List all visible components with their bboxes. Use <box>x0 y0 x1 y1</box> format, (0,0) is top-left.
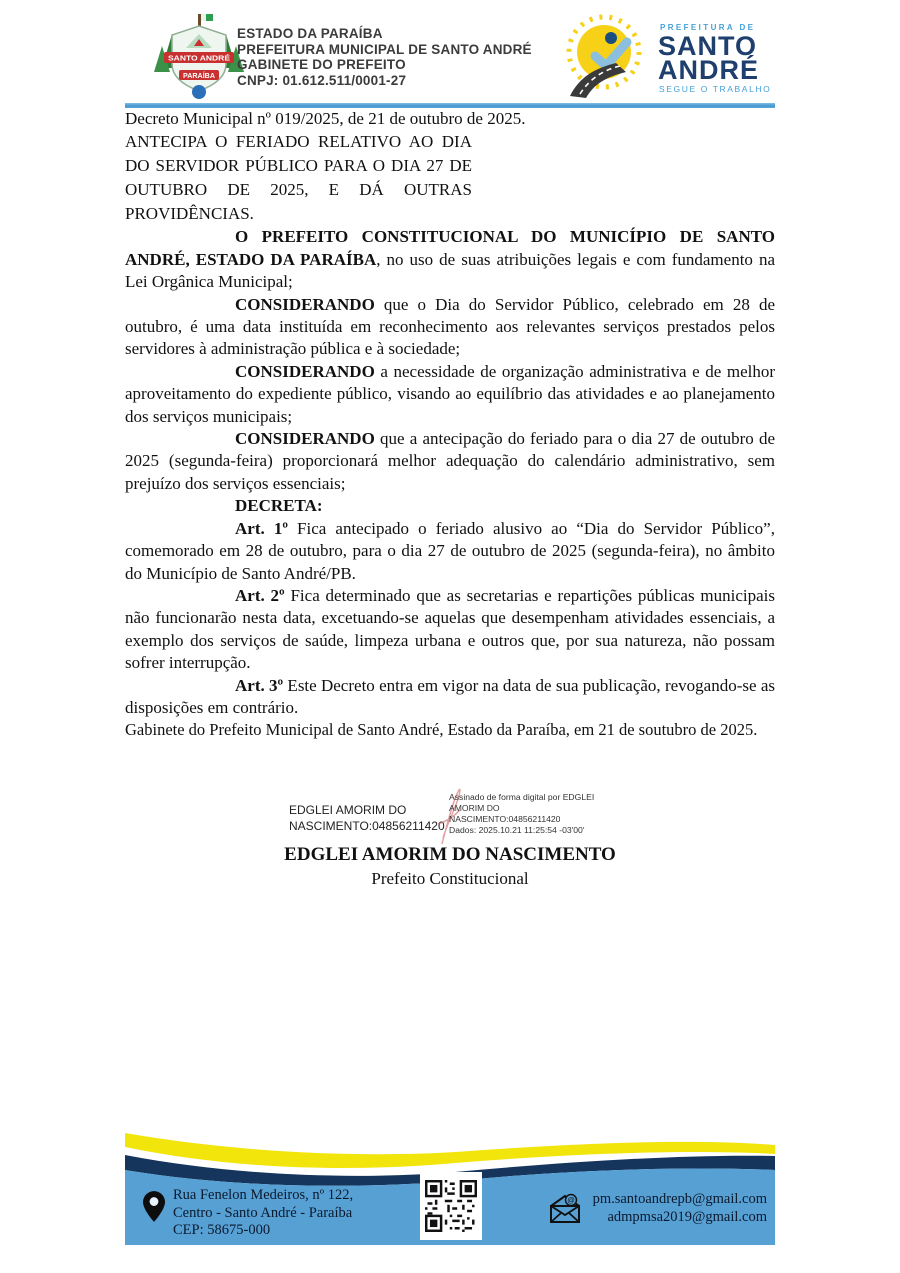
article-2-paragraph <box>125 585 775 675</box>
logo-pretitle: PREFEITURA DE <box>660 23 756 32</box>
city-brand-logo <box>552 10 772 100</box>
org-line-city-hall: PREFEITURA MUNICIPAL DE SANTO ANDRÉ <box>237 41 532 57</box>
footer-address <box>143 1187 353 1240</box>
crest-ribbon-text: PARAÍBA <box>183 73 215 80</box>
article-1-paragraph <box>125 518 775 585</box>
article-text: Fica antecipado o feriado alusivo ao “Dia do Servidor Público”, comemorado em 28 de outubro, para o dia 27 de outubro de 2025 (segunda-feira), no âmbito do Município de Santo André/PB. <box>125 518 775 583</box>
org-header-block <box>237 26 547 88</box>
preamble-paragraph <box>125 226 775 293</box>
email-secondary: admpmsa2019@gmail.com <box>607 1208 767 1225</box>
consideration-lead: CONSIDERANDO <box>235 361 375 381</box>
page-footer <box>125 1125 775 1250</box>
article-3-paragraph <box>125 675 775 720</box>
org-line-state: ESTADO DA PARAÍBA <box>237 26 383 41</box>
consideration-lead: CONSIDERANDO <box>235 294 375 314</box>
decree-reference: Decreto Municipal nº 019/2025, de 21 de outubro de 2025. <box>125 109 526 128</box>
decree-body <box>125 108 775 891</box>
logo-title-line1: SANTO <box>658 31 758 61</box>
email-primary: pm.santoandrepb@gmail.com <box>592 1191 767 1207</box>
signer-full-name: EDGLEI AMORIM DO NASCIMENTO <box>284 843 616 865</box>
stamp-line: Assinado de forma digital por EDGLEI <box>449 791 595 802</box>
consideration-paragraph-3 <box>125 428 775 495</box>
municipal-coat-of-arms <box>148 12 250 102</box>
signature-stamp-details <box>449 792 611 836</box>
decree-summary: ANTECIPA O FERIADO RELATIVO AO DIA DO SERVIDOR PÚBLICO PARA O DIA 27 DE OUTUBRO DE 2025, E DÁ OUTRAS PROVIDÊNCIAS. <box>125 132 472 224</box>
org-line-cnpj: CNPJ: 01.612.511/0001-27 <box>237 72 407 88</box>
digital-signature-block <box>125 792 775 836</box>
signer-id-line: NASCIMENTO:04856211420 <box>289 818 445 833</box>
stamp-line: Dados: 2025.10.21 11:25:54 -03'00' <box>449 824 585 835</box>
preamble-lead: O PREFEITO CONSTITUCIONAL DO MUNICÍPIO DE SANTO ANDRÉ, ESTADO DA PARAÍBA <box>125 227 775 269</box>
stamp-line: NASCIMENTO:04856211420 <box>449 813 561 824</box>
address-line-district: Centro - Santo André - Paraíba <box>173 1204 353 1221</box>
logo-subtitle: SEGUE O TRABALHO <box>659 84 772 94</box>
address-line-cep: CEP: 58675-000 <box>173 1222 271 1238</box>
signer-id-text <box>289 792 445 836</box>
article-lead: Art. 3º <box>235 675 284 695</box>
preamble-text: , no uso de suas atribuições legais e com fundamento na Lei Orgânica Municipal; <box>125 249 775 292</box>
signer-id-line: EDGLEI AMORIM DO <box>289 802 407 817</box>
consideration-text: a necessidade de organização administrativa e de melhor aproveitamento do expediente público, visando ao equilíbrio das atividades e ao planejamento dos serviços municipais; <box>125 361 775 426</box>
consideration-paragraph-2 <box>125 361 775 428</box>
email-envelope-icon <box>546 1193 584 1225</box>
consideration-text: que a antecipação do feriado para o dia 27 de outubro de 2025 (segunda-feira) proporcionará melhor adequação do calendário administrativo, sem prejuízo dos serviços essenciais; <box>125 429 775 493</box>
qr-code-graphic <box>425 1177 477 1235</box>
logo-title-line2: ANDRÉ <box>658 55 760 85</box>
address-line-street: Rua Fenelon Medeiros, nº 122, <box>173 1187 354 1203</box>
org-line-office: GABINETE DO PREFEITO <box>237 57 406 72</box>
decree-heading: DECRETA: <box>235 496 323 516</box>
article-lead: Art. 1º <box>235 518 288 538</box>
closing-line: Gabinete do Prefeito Municipal de Santo André, Estado da Paraíba, em 21 de soutubro de 2025. <box>125 720 758 740</box>
article-text: Este Decreto entra em vigor na data de sua publicação, revogando-se as disposições em contrário. <box>125 675 775 717</box>
stamp-line: AMORIM DO <box>449 802 500 813</box>
svg-text:@: @ <box>566 1195 575 1205</box>
consideration-paragraph-1 <box>125 294 775 361</box>
article-text: Fica determinado que as secretarias e repartições públicas municipais não funcionarão nesta data, excetuando-se aquelas que desempenham atividades essenciais, a exemplo dos serviços de saúde, limpeza urbana e outros que, por sua natureza, não possam sofrer interrupção. <box>125 585 775 673</box>
location-pin-icon <box>143 1191 165 1222</box>
article-lead: Art. 2º <box>235 585 285 605</box>
footer-contacts <box>546 1191 767 1226</box>
qr-code <box>420 1172 482 1240</box>
consideration-lead: CONSIDERANDO <box>235 429 375 449</box>
signer-role: Prefeito Constitucional <box>371 869 529 889</box>
consideration-text: que o Dia do Servidor Público, celebrado em 28 de outubro, é uma data instituída em reconhecimento aos relevantes serviços prestados pelos servidores à administração pública e à sociedade; <box>125 294 775 359</box>
crest-banner-text: SANTO ANDRÉ <box>168 55 219 63</box>
